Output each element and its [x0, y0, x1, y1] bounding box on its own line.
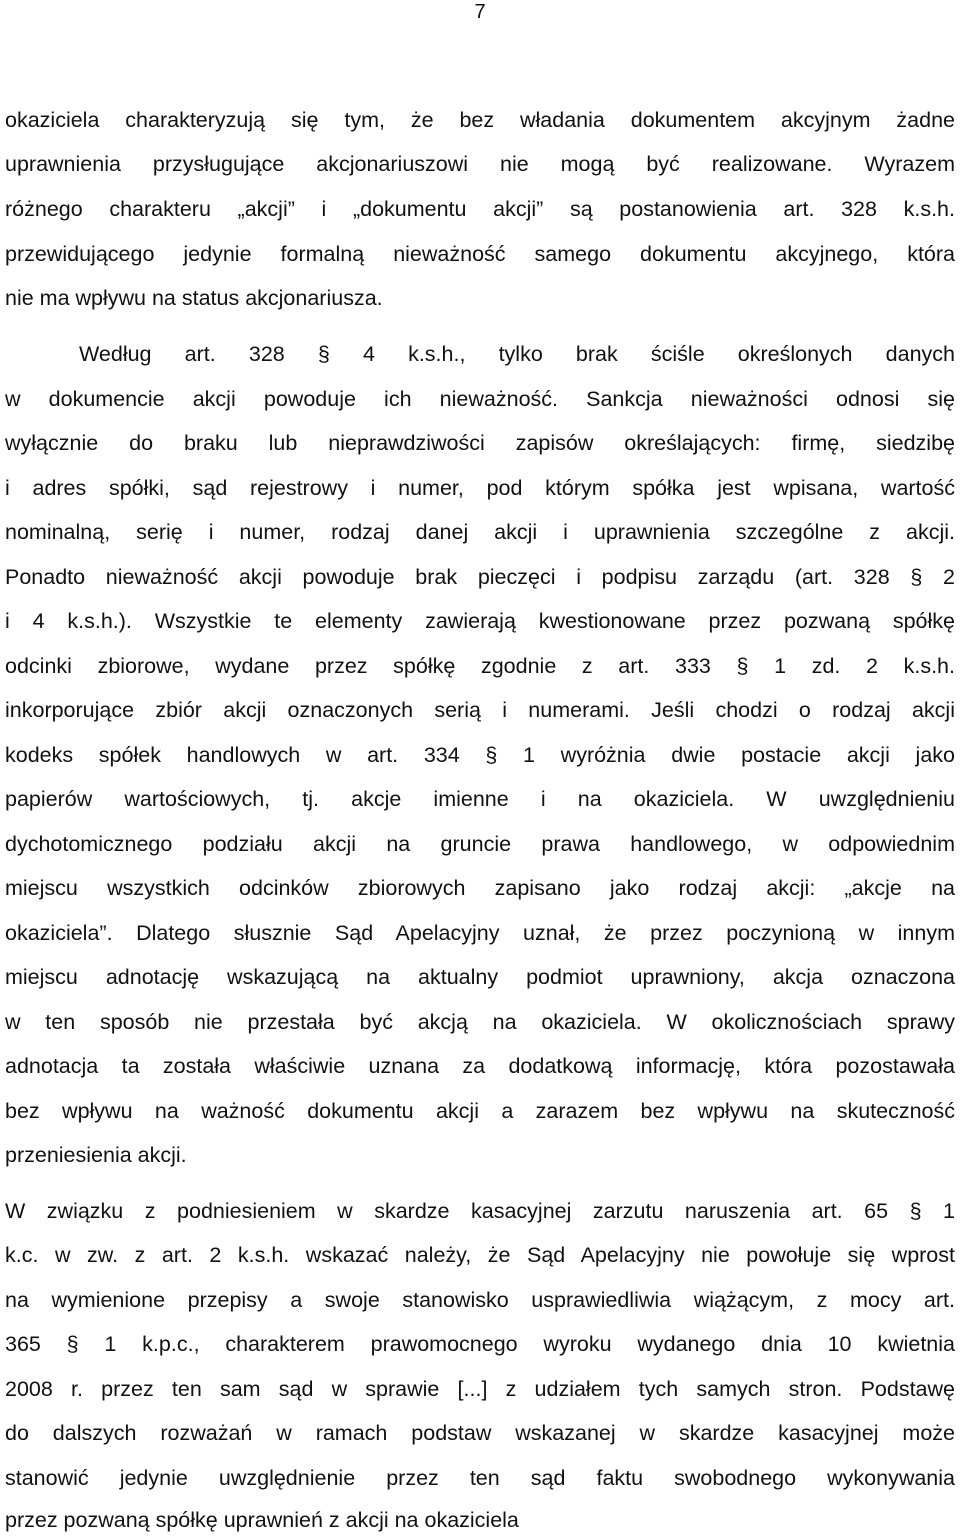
text-line: wyłącznie do braku lub nieprawdziwości zapisów określających: firmę, siedzibę — [5, 431, 955, 455]
text-line: 2008 r. przez ten sam sąd w sprawie [...] z udziałem tych samych stron. Podstawę — [5, 1377, 955, 1401]
text-line: przez pozwaną spółkę uprawnień z akcji na okaziciela — [5, 1508, 519, 1532]
text-line: do dalszych rozważań w ramach podstaw wskazanej w skardze kasacyjnej może — [5, 1421, 955, 1445]
text-line: miejscu wszystkich odcinków zbiorowych zapisano jako rodzaj akcji: „akcje na — [5, 876, 955, 900]
text-line: dychotomicznego podziału akcji na gruncie prawa handlowego, w odpowiednim — [5, 832, 955, 856]
text-line: W związku z podniesieniem w skardze kasacyjnej zarzutu naruszenia art. 65 § 1 — [5, 1199, 955, 1223]
text-line: uprawnienia przysługujące akcjonariuszowi nie mogą być realizowane. Wyrazem — [5, 152, 955, 176]
text-line: w ten sposób nie przestała być akcją na okaziciela. W okolicznościach sprawy — [5, 1010, 955, 1034]
text-line: miejscu adnotację wskazującą na aktualny podmiot uprawniony, akcja oznaczona — [5, 965, 955, 989]
text-line: i adres spółki, sąd rejestrowy i numer, pod którym spółka jest wpisana, wartość — [5, 476, 955, 500]
text-line: adnotacja ta została właściwie uznana za dodatkową informację, która pozostawała — [5, 1054, 955, 1078]
text-line: inkorporujące zbiór akcji oznaczonych serią i numerami. Jeśli chodzi o rodzaj akcji — [5, 698, 955, 722]
text-line: różnego charakteru „akcji” i „dokumentu akcji” są postanowienia art. 328 k.s.h. — [5, 197, 955, 221]
text-line: i 4 k.s.h.). Wszystkie te elementy zawierają kwestionowane przez pozwaną spółkę — [5, 609, 955, 633]
text-line: papierów wartościowych, tj. akcje imienne i na okaziciela. W uwzględnieniu — [5, 787, 955, 811]
text-line: okaziciela”. Dlatego słusznie Sąd Apelacyjny uznał, że przez poczynioną w innym — [5, 921, 955, 945]
text-line: Według art. 328 § 4 k.s.h., tylko brak ściśle określonych danych — [79, 342, 955, 366]
text-line: 365 § 1 k.p.c., charakterem prawomocnego wyroku wydanego dnia 10 kwietnia — [5, 1332, 955, 1356]
text-line: odcinki zbiorowe, wydane przez spółkę zgodnie z art. 333 § 1 zd. 2 k.s.h. — [5, 654, 955, 678]
text-line: okaziciela charakteryzują się tym, że bez władania dokumentem akcyjnym żadne — [5, 108, 955, 132]
text-line: nominalną, serię i numer, rodzaj danej akcji i uprawnienia szczególne z akcji. — [5, 520, 955, 544]
text-line: przewidującego jedynie formalną nieważność samego dokumentu akcyjnego, która — [5, 242, 955, 266]
text-line: przeniesienia akcji. — [5, 1143, 187, 1167]
text-line: w dokumencie akcji powoduje ich nieważność. Sankcja nieważności odnosi się — [5, 387, 955, 411]
page-number: 7 — [474, 1, 486, 23]
text-line: kodeks spółek handlowych w art. 334 § 1 wyróżnia dwie postacie akcji jako — [5, 743, 955, 767]
text-line: na wymienione przepisy a swoje stanowisko usprawiedliwia wiążącym, z mocy art. — [5, 1288, 955, 1312]
text-line: Ponadto nieważność akcji powoduje brak pieczęci i podpisu zarządu (art. 328 § 2 — [5, 565, 955, 589]
text-line: stanowić jedynie uwzględnienie przez ten sąd faktu swobodnego wykonywania — [5, 1466, 955, 1490]
text-line: nie ma wpływu na status akcjonariusza. — [5, 286, 383, 310]
text-line: bez wpływu na ważność dokumentu akcji a zarazem bez wpływu na skuteczność — [5, 1099, 955, 1123]
text-line: k.c. w zw. z art. 2 k.s.h. wskazać należy, że Sąd Apelacyjny nie powołuje się wprost — [5, 1243, 955, 1267]
